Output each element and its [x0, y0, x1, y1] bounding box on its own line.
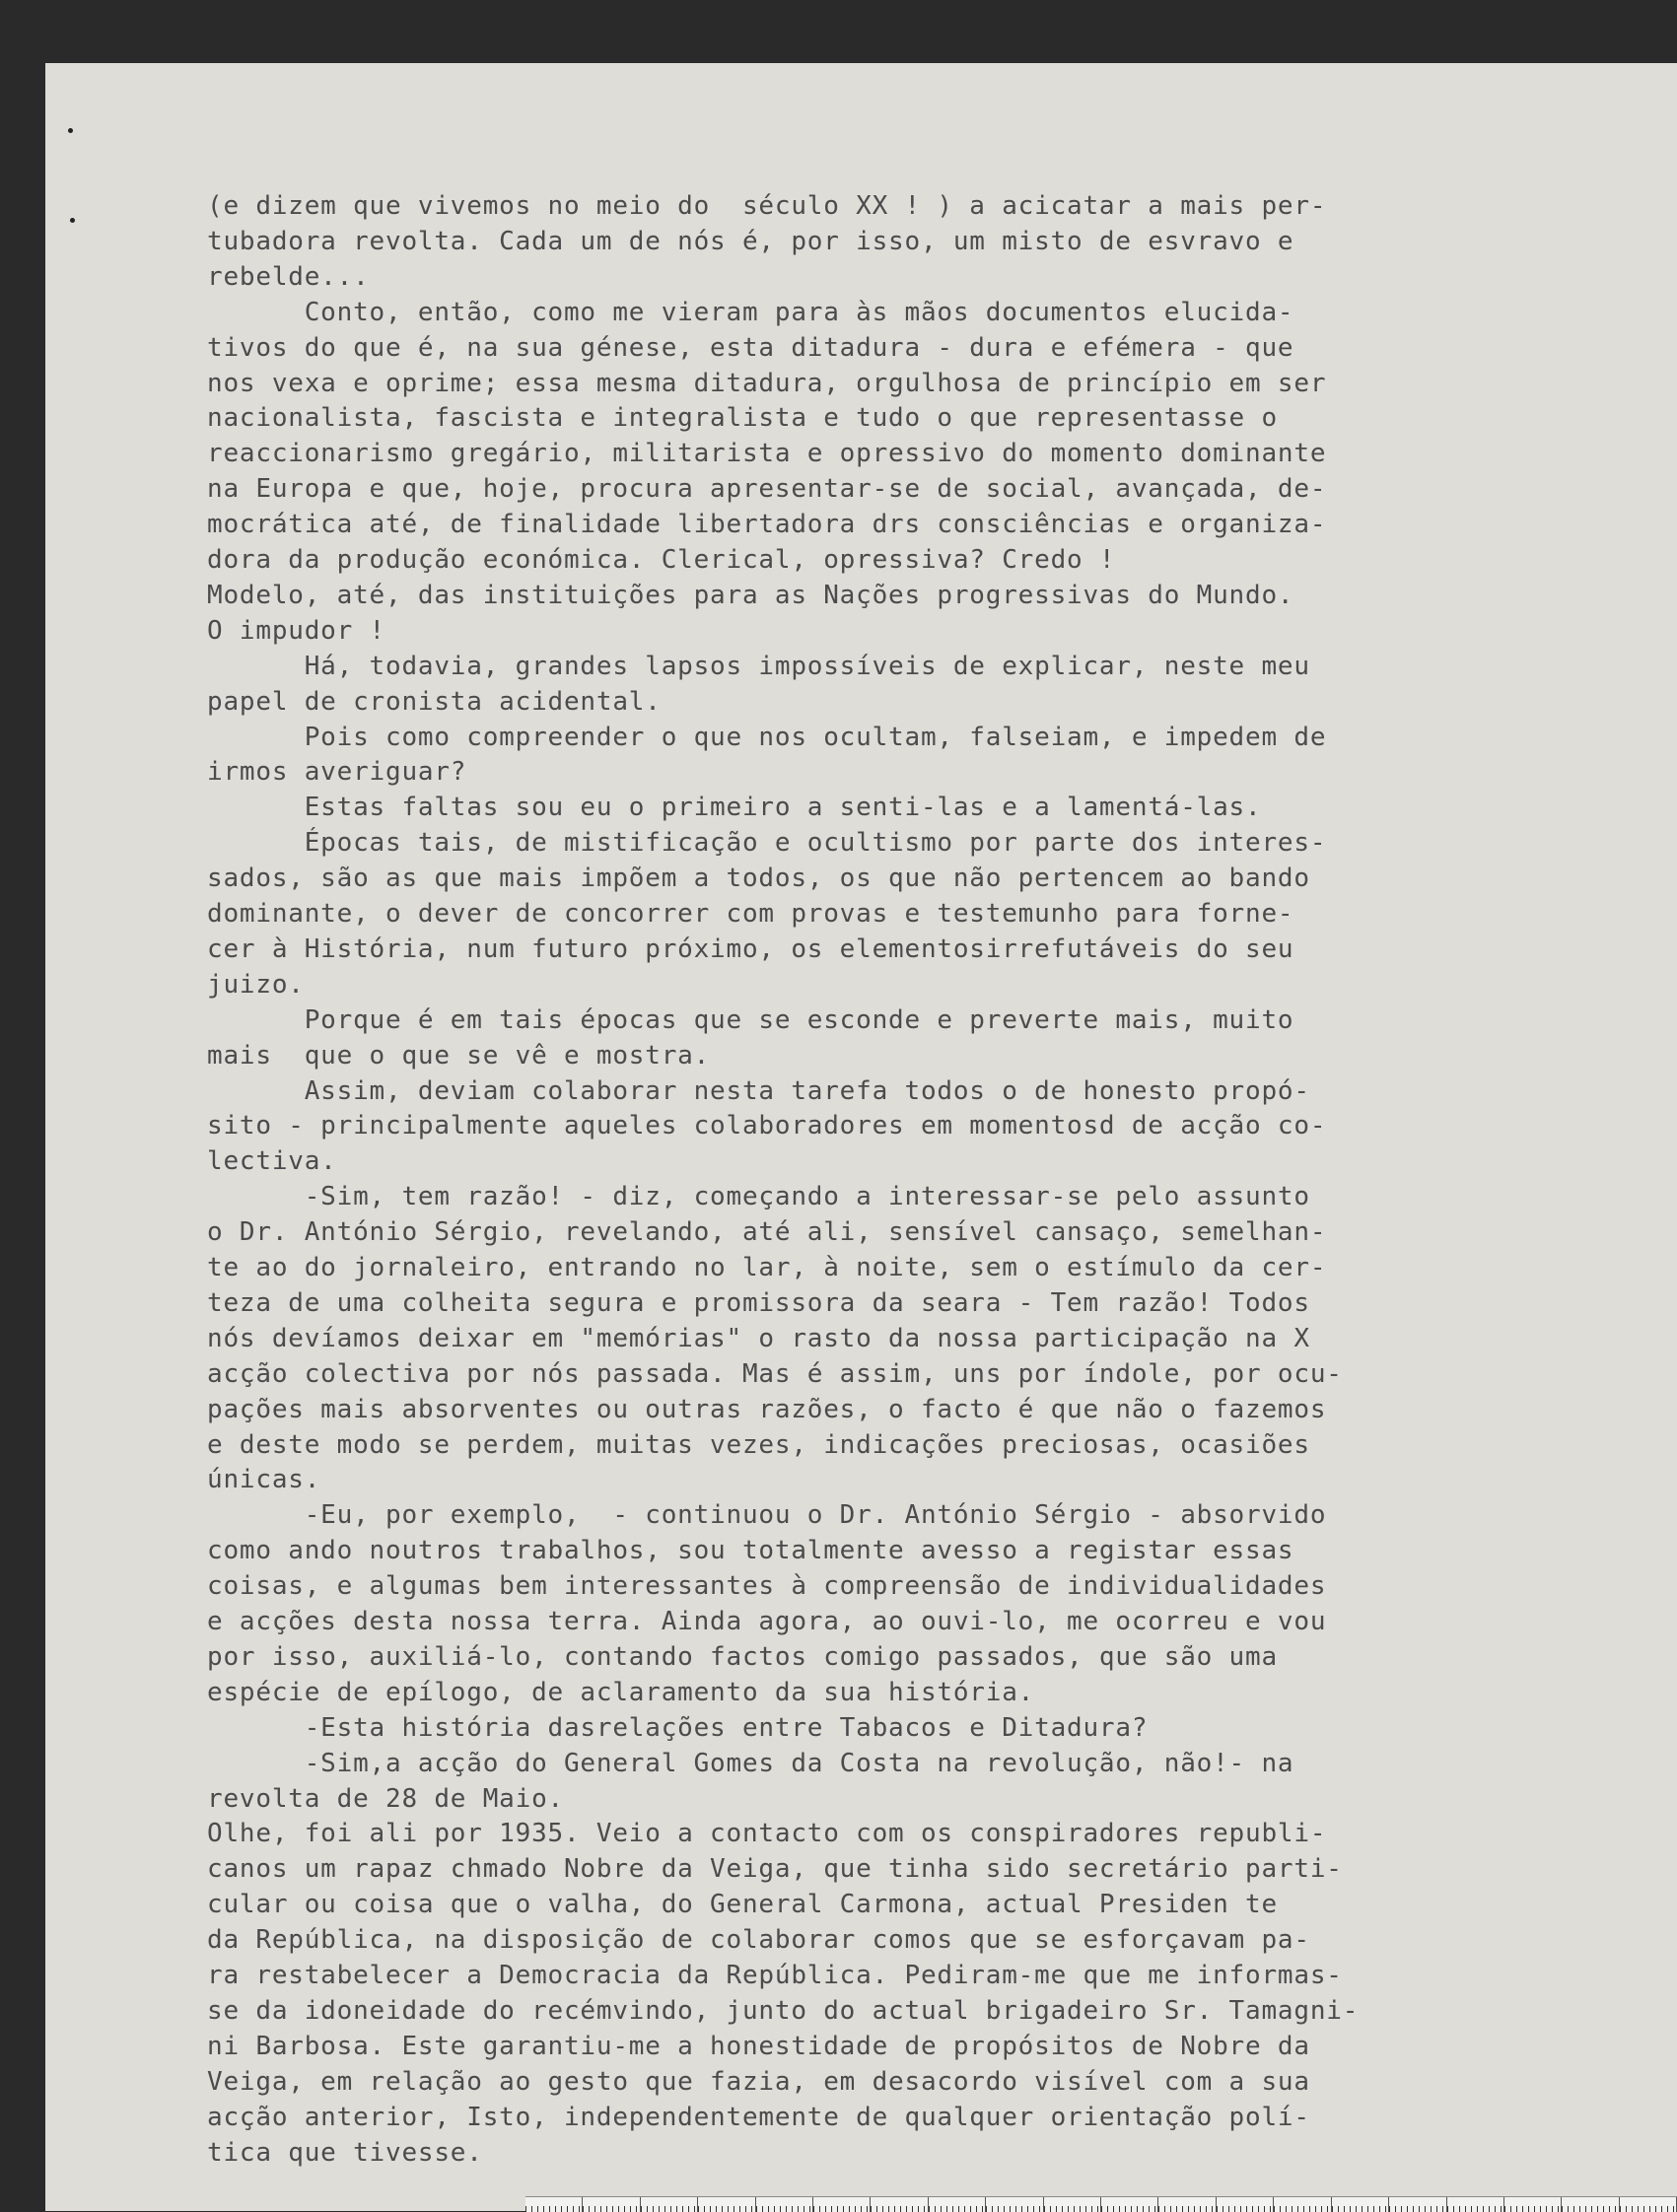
text-line: tivos do que é, na sua génese, esta ditadura - dura e efémera - que — [207, 332, 1294, 363]
measurement-scale-bar — [525, 2196, 1677, 2212]
text-line: cular ou coisa que o valha, do General Carmona, actual Presiden te — [207, 1890, 1278, 1920]
text-line: acção anterior, Isto, independentemente de qualquer orientação polí- — [207, 2102, 1310, 2132]
text-line: únicas. — [207, 1465, 321, 1495]
text-line: teza de uma colheita segura e promissora da seara - Tem razão! Todos — [207, 1287, 1310, 1318]
text-line: -Sim,a acção do General Gomes da Costa na revolução, não!- na — [207, 1748, 1294, 1778]
text-line: mais que o que se vê e mostra. — [207, 1040, 711, 1071]
text-line: -Eu, por exemplo, - continuou o Dr. António Sérgio - absorvido — [207, 1500, 1327, 1531]
text-line: irmos averiguar? — [207, 757, 467, 788]
text-line: tubadora revolta. Cada um de nós é, por isso, um misto de esvravo e — [207, 226, 1294, 256]
text-line: rebelde... — [207, 261, 370, 292]
text-line: nós devíamos deixar em "memórias" o rasto da nossa participação na X — [207, 1323, 1310, 1353]
text-line: te ao do jornaleiro, entrando no lar, à noite, sem o estímulo da cer- — [207, 1253, 1327, 1282]
text-line: lectiva. — [207, 1146, 337, 1177]
text-line: Veiga, em relação ao gesto que fazia, em desacordo visível com a sua — [207, 2066, 1310, 2097]
text-line: Pois como compreender o que nos ocultam, falseiam, e impedem de — [207, 722, 1327, 752]
text-line: sito - principalmente aqueles colaboradores em momentosd de acção co- — [207, 1111, 1327, 1141]
text-line: Estas faltas sou eu o primeiro a senti-las e a lamentá-las. — [207, 793, 1262, 823]
text-line: Modelo, até, das instituições para as Nações progressivas do Mundo. — [207, 580, 1294, 610]
text-line: e deste modo se perdem, muitas vezes, indicações preciosas, ocasiões — [207, 1429, 1310, 1460]
text-line: revolta de 28 de Maio. — [207, 1783, 564, 1814]
text-line: se da idoneidade do recémvindo, junto do actual brigadeiro Sr. Tamagni- — [207, 1995, 1360, 2026]
text-line: o Dr. António Sérgio, revelando, até ali, sensível cansaço, semelhan- — [207, 1217, 1327, 1248]
text-line: como ando noutros trabalhos, sou totalmente avesso a registar essas — [207, 1536, 1294, 1566]
text-line: -Esta história dasrelações entre Tabacos e Ditadura? — [207, 1712, 1149, 1743]
text-line: nacionalista, fascista e integralista e tudo o que representasse o — [207, 403, 1278, 434]
text-line: papel de cronista acidental. — [207, 686, 662, 717]
document-page — [45, 63, 1677, 2211]
text-line: nos vexa e oprime; essa mesma ditadura, orgulhosa de princípio em ser — [207, 368, 1327, 398]
text-line: ni Barbosa. Este garantiu-me a honestidade de propósitos de Nobre da — [207, 2031, 1310, 2061]
text-line: (e dizem que vivemos no meio do século XX ! ) a acicatar a mais per- — [207, 191, 1327, 221]
text-line: acção colectiva por nós passada. Mas é assim, uns por índole, por ocu- — [207, 1358, 1343, 1389]
text-line: tica que tivesse. — [207, 2137, 483, 2168]
text-line: e acções desta nossa terra. Ainda agora, ao ouvi-lo, me ocorreu e vou — [207, 1607, 1327, 1636]
text-line: -Sim, tem razão! - diz, começando a interessar-se pelo assunto — [207, 1182, 1310, 1212]
text-line: da República, na disposição de colaborar comos que se esforçavam pa- — [207, 1925, 1310, 1956]
text-line: dora da produção económica. Clerical, opressiva? Credo ! — [207, 545, 1116, 575]
text-line: dominante, o dever de concorrer com provas e testemunho para forne- — [207, 899, 1294, 929]
text-line: ra restabelecer a Democracia da República. Pediram-me que me informas- — [207, 1961, 1343, 1990]
text-line: O impudor ! — [207, 615, 385, 646]
text-line: espécie de epílogo, de aclaramento da sua história. — [207, 1677, 1035, 1707]
text-line: Há, todavia, grandes lapsos impossíveis de explicar, neste meu — [207, 651, 1310, 681]
text-line: Conto, então, como me vieram para às mãos documentos elucida- — [207, 297, 1294, 327]
text-line: por isso, auxiliá-lo, contando factos comigo passados, que são uma — [207, 1641, 1278, 1672]
text-line: juizo. — [207, 969, 305, 1000]
typewritten-text — [45, 63, 1677, 2211]
text-line: cer à História, num futuro próximo, os elementosirrefutáveis do seu — [207, 933, 1294, 964]
text-line: Assim, deviam colaborar nesta tarefa todos o de honesto propó- — [207, 1075, 1310, 1106]
text-line: coisas, e algumas bem interessantes à compreensão de individualidades — [207, 1571, 1327, 1602]
text-line: pações mais absorventes ou outras razões, o facto é que não o fazemos — [207, 1394, 1327, 1424]
text-line: Olhe, foi ali por 1935. Veio a contacto com os conspiradores republi- — [207, 1819, 1327, 1849]
text-line: reaccionarismo gregário, militarista e opressivo do momento dominante — [207, 439, 1327, 469]
text-line: canos um rapaz chmado Nobre da Veiga, que tinha sido secretário parti- — [207, 1854, 1343, 1885]
text-line: mocrática até, de finalidade libertadora drs consciências e organiza- — [207, 510, 1327, 540]
text-line: na Europa e que, hoje, procura apresentar-se de social, avançada, de- — [207, 474, 1327, 505]
text-line: Épocas tais, de mistificação e ocultismo por parte dos interes- — [207, 828, 1327, 859]
text-line: sados, são as que mais impõem a todos, os que não pertencem ao bando — [207, 864, 1310, 894]
text-line: Porque é em tais épocas que se esconde e preverte mais, muito — [207, 1004, 1294, 1035]
